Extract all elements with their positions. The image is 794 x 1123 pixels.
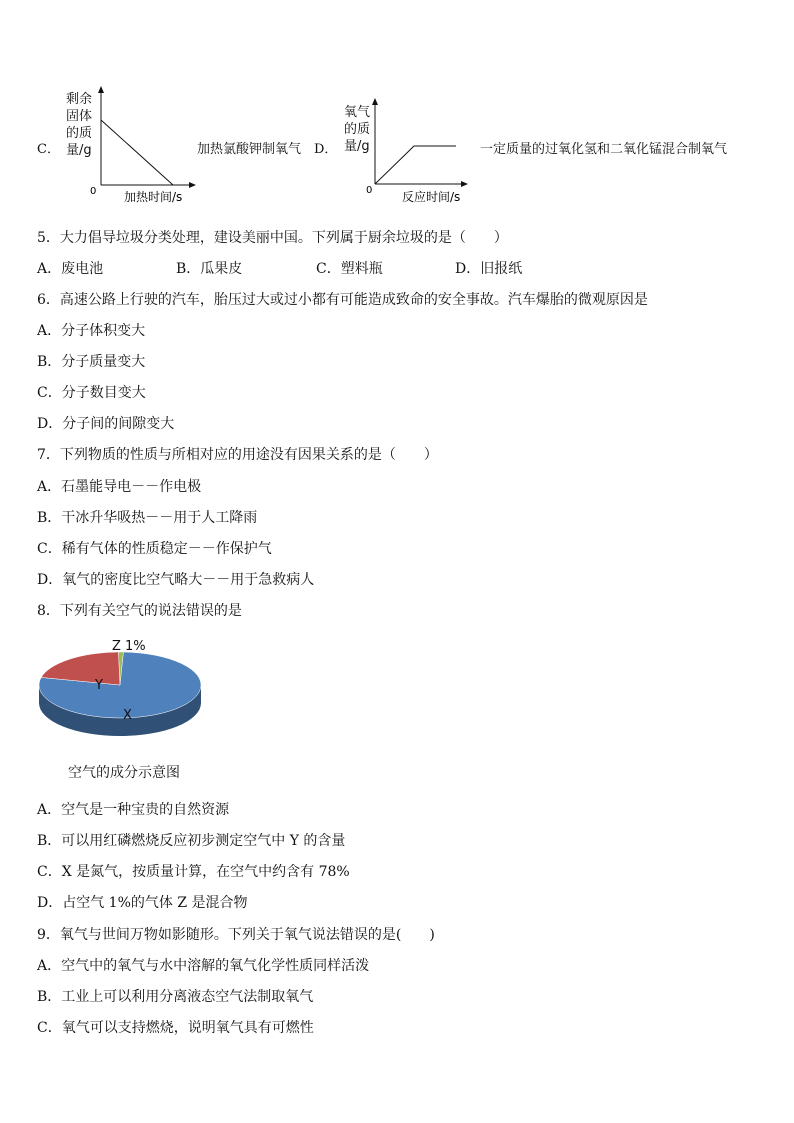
- q6-option-c[interactable]: C．分子数目变大: [37, 385, 146, 401]
- graph-c-ylabel-3: 的质: [66, 126, 93, 141]
- q5-option-a[interactable]: A．废电池: [37, 261, 104, 277]
- graph-d: [338, 94, 478, 206]
- pie-tops: [39, 652, 201, 718]
- graph-d-ylabel-2: 的质: [344, 122, 371, 137]
- pie-label-x: X: [123, 708, 132, 723]
- graph-d-origin: 0: [366, 185, 373, 196]
- graph-c: [60, 82, 200, 207]
- graph-c-caption: 加热氯酸钾制氧气: [197, 142, 302, 157]
- q5-option-c[interactable]: C．塑料瓶: [316, 261, 383, 277]
- graph-d-ylabel-1: 氧气: [344, 105, 371, 120]
- q5-option-b[interactable]: B．瓜果皮: [176, 261, 243, 277]
- pie-label-z: Z 1%: [112, 639, 146, 654]
- graph-c-ylabel-1: 剩余: [66, 92, 93, 107]
- graph-c-xlabel: 加热时间/s: [124, 190, 183, 204]
- graph-c-x-arrow: [189, 182, 196, 188]
- q6-option-a[interactable]: A．分子体积变大: [37, 323, 146, 339]
- graph-c-curve: [101, 120, 173, 185]
- q7-option-d[interactable]: D．氧气的密度比空气略大－－用于急救病人: [37, 572, 315, 588]
- q9-stem: 9．氧气与世间万物如影随形。下列关于氧气说法错误的是( ): [37, 927, 435, 943]
- q6-stem: 6．高速公路上行驶的汽车，胎压过大或过小都有可能造成致命的安全事故。汽车爆胎的微观原因是: [37, 292, 648, 308]
- q5-stem: 5．大力倡导垃圾分类处理，建设美丽中国。下列属于厨余垃圾的是（ ）: [37, 230, 508, 246]
- graph-d-caption: 一定质量的过氧化氢和二氧化锰混合制氧气: [480, 142, 728, 157]
- q7-stem: 7．下列物质的性质与所相对应的用途没有因果关系的是（ ）: [37, 447, 438, 463]
- graph-c-origin: 0: [90, 186, 97, 197]
- graph-c-ylabel-4: 量/g: [66, 143, 92, 158]
- q6-option-b[interactable]: B．分子质量变大: [37, 354, 146, 370]
- graph-d-y-arrow: [372, 98, 378, 105]
- q8-option-d[interactable]: D．占空气 1%的气体 Z 是混合物: [37, 895, 248, 911]
- graph-c-y-arrow: [98, 86, 104, 93]
- q9-option-a[interactable]: A．空气中的氧气与水中溶解的氧气化学性质同样活泼: [37, 958, 370, 974]
- pie-chart-title: 空气的成分示意图: [68, 765, 180, 781]
- option-c-letter: C．: [37, 142, 60, 157]
- air-composition-pie-chart: [37, 632, 217, 792]
- q7-option-c[interactable]: C．稀有气体的性质稳定－－作保护气: [37, 541, 272, 557]
- q7-option-b[interactable]: B．干冰升华吸热－－用于人工降雨: [37, 510, 258, 526]
- graph-d-curve: [375, 146, 456, 184]
- option-d-letter: D．: [314, 142, 338, 157]
- q6-option-d[interactable]: D．分子间的间隙变大: [37, 416, 175, 432]
- q8-option-b[interactable]: B．可以用红磷燃烧反应初步测定空气中 Y 的含量: [37, 833, 346, 849]
- graph-d-ylabel-3: 量/g: [344, 139, 370, 154]
- graph-d-xlabel: 反应时间/s: [402, 190, 461, 204]
- q8-stem: 8．下列有关空气的说法错误的是: [37, 603, 242, 619]
- q7-option-a[interactable]: A．石墨能导电－－作电极: [37, 479, 202, 495]
- q8-option-a[interactable]: A．空气是一种宝贵的自然资源: [37, 802, 230, 818]
- q9-option-c[interactable]: C．氧气可以支持燃烧，说明氧气具有可燃性: [37, 1020, 314, 1036]
- q8-option-c[interactable]: C．X 是氮气，按质量计算，在空气中约含有 78%: [37, 864, 350, 880]
- graph-c-ylabel-2: 固体: [66, 109, 93, 124]
- pie-label-y: Y: [95, 678, 103, 693]
- q9-option-b[interactable]: B．工业上可以利用分离液态空气法制取氧气: [37, 989, 314, 1005]
- graph-d-x-arrow: [461, 181, 468, 187]
- q5-option-d[interactable]: D．旧报纸: [455, 261, 523, 277]
- q5-options: [37, 259, 522, 279]
